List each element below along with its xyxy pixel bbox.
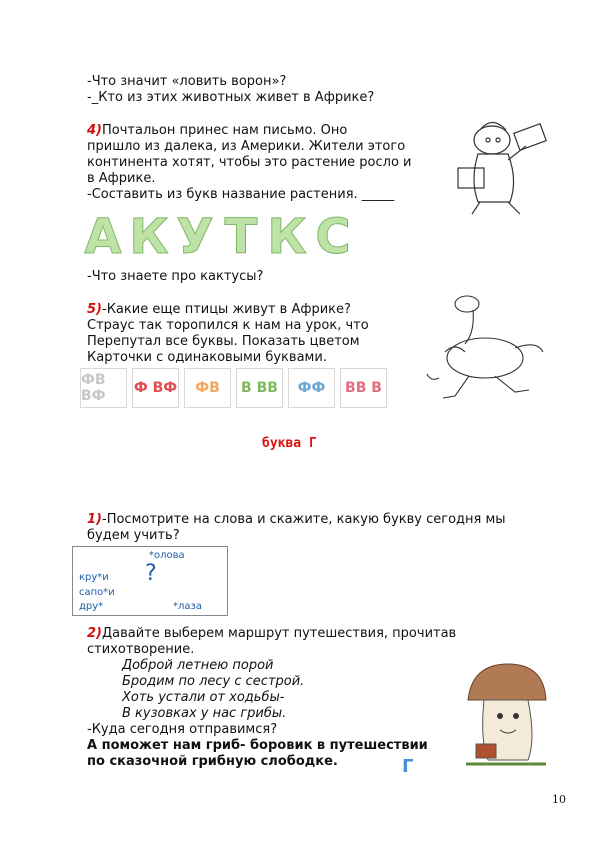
letter-cards [80,368,387,408]
letter-card: В ВВ [236,368,283,408]
mushroom-illustration [462,660,550,770]
cactus-question: -Что знаете про кактусы? [87,269,264,284]
word-krugi: кру*и [79,572,109,583]
word-glaza: *лаза [173,601,202,612]
section5-text1: -Какие еще птицы живут в Африке? [102,302,351,317]
letter-g: Г [402,756,414,777]
section4-line5: -Составить из букв название растения. _____ [87,187,395,202]
letter-card: ФФ [288,368,335,408]
word-sapogi: сапо*и [79,587,115,598]
page-number: 10 [552,793,566,806]
task1-text1: -Посмотрите на слова и скажите, какую букву сегодня мы [102,512,506,527]
ostrich-illustration [425,292,553,407]
task2-number: 2) [87,626,102,641]
bold-line1: А поможет нам гриб- боровик в путешествии [87,738,428,753]
task1-number: 1) [87,512,102,527]
letter-tile: К [129,209,169,265]
question-animals: -_Кто из этих животных живет в Африке? [87,90,375,105]
letter-tile: Т [224,209,258,265]
letter-card: ВВ В [340,368,387,408]
section5-number: 5) [87,302,102,317]
section4-text1: Почтальон принес нам письмо. Оно [102,123,348,138]
letter-card: ФВ ВФ [80,368,127,408]
where-question: -Куда сегодня отправимся? [87,722,278,737]
task2-line1 [87,626,456,642]
bold-line2: по сказочной грибную слободке. [87,754,338,769]
plant-letters [82,209,354,265]
postman-illustration [450,110,550,220]
section5-line2: Страус так торопился к нам на урок, что [87,318,369,333]
poem-line: Хоть устали от ходьбы- [122,690,285,705]
letter-tile: С [315,209,351,265]
question-mark: ? [145,561,157,586]
section4-number: 4) [87,123,102,138]
task1-line2: будем учить? [87,528,180,543]
letter-card: ФВ [184,368,231,408]
word-drug: дру* [79,601,104,612]
words-box [72,546,228,616]
word-golova: *олова [149,550,185,561]
letter-card: Ф ВФ [132,368,179,408]
poem-line: В кузовках у нас грибы. [122,706,287,721]
section5-line3: Перепутал все буквы. Показать цветом [87,334,360,349]
question-crows: -Что значит «ловить ворон»? [87,74,287,89]
task2-text1: Давайте выберем маршрут путешествия, прочитав [102,626,457,641]
letter-tile: У [176,209,214,265]
poem-line: Доброй летнею порой [122,658,274,673]
poem-line: Бродим по лесу с сестрой. [122,674,305,689]
section5-line4: Карточки с одинаковыми буквами. [87,350,327,365]
section5-line1 [87,302,351,318]
letter-tile: К [267,209,307,265]
section4-line1 [87,123,347,139]
letter-heading: буква Г [262,436,317,451]
letter-tile: А [84,209,122,265]
task1-line1 [87,512,506,528]
section4-line4: в Африке. [87,171,156,186]
section4-line2: пришло из далека, из Америки. Жители этого [87,139,406,154]
task2-line2: стихотворение. [87,642,195,657]
section4-line3: континента хотят, чтобы это растение росло и [87,155,412,170]
